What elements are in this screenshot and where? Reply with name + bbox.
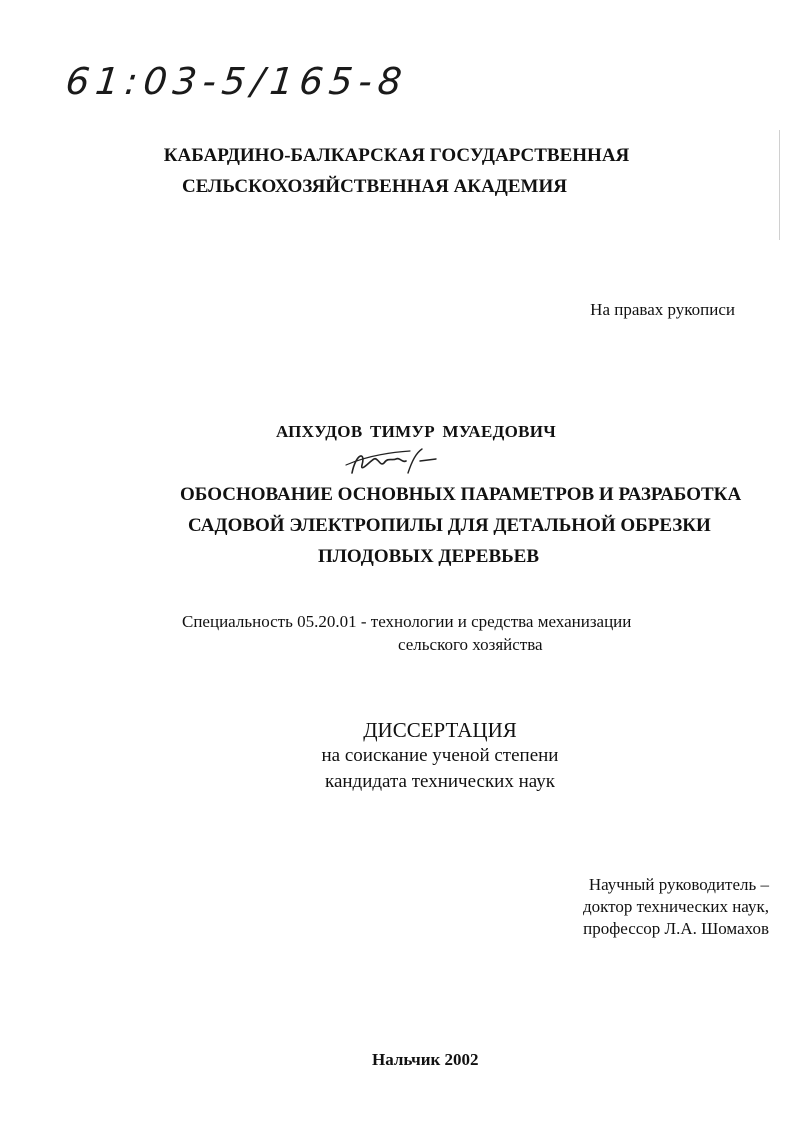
rights-note: На правах рукописи (590, 300, 735, 319)
thesis-title-line2: САДОВОЙ ЭЛЕКТРОПИЛЫ ДЛЯ ДЕТАЛЬНОЙ ОБРЕЗКИ (188, 515, 711, 536)
city-year: Нальчик 2002 (372, 1050, 479, 1069)
specialty-line1: Специальность 05.20.01 - технологии и средства механизации (182, 612, 632, 631)
catalog-number: 61:03-5/165-8 (63, 60, 410, 103)
advisor-line1: Научный руководитель – (588, 875, 769, 894)
author-signature (340, 443, 440, 485)
degree-line2: кандидата технических наук (325, 771, 555, 792)
author-name: АПХУДОВ ТИМУР МУАЕДОВИЧ (276, 422, 557, 441)
specialty-line2: сельского хозяйства (398, 635, 543, 654)
advisor-line2: доктор технических наук, (582, 897, 769, 916)
institution-name-line1: КАБАРДИНО-БАЛКАРСКАЯ ГОСУДАРСТВЕННАЯ (163, 145, 630, 166)
degree-line1: на соискание ученой степени (321, 745, 559, 766)
thesis-title-line1: ОБОСНОВАНИЕ ОСНОВНЫХ ПАРАМЕТРОВ И РАЗРАБОТКА (180, 484, 742, 505)
document-type-heading: ДИССЕРТАЦИЯ (363, 718, 517, 742)
thesis-title-line3: ПЛОДОВЫХ ДЕРЕВЬЕВ (318, 546, 540, 567)
advisor-line3: профессор Л.А. Шомахов (583, 919, 769, 938)
institution-name-line2: СЕЛЬСКОХОЗЯЙСТВЕННАЯ АКАДЕМИЯ (182, 176, 567, 197)
